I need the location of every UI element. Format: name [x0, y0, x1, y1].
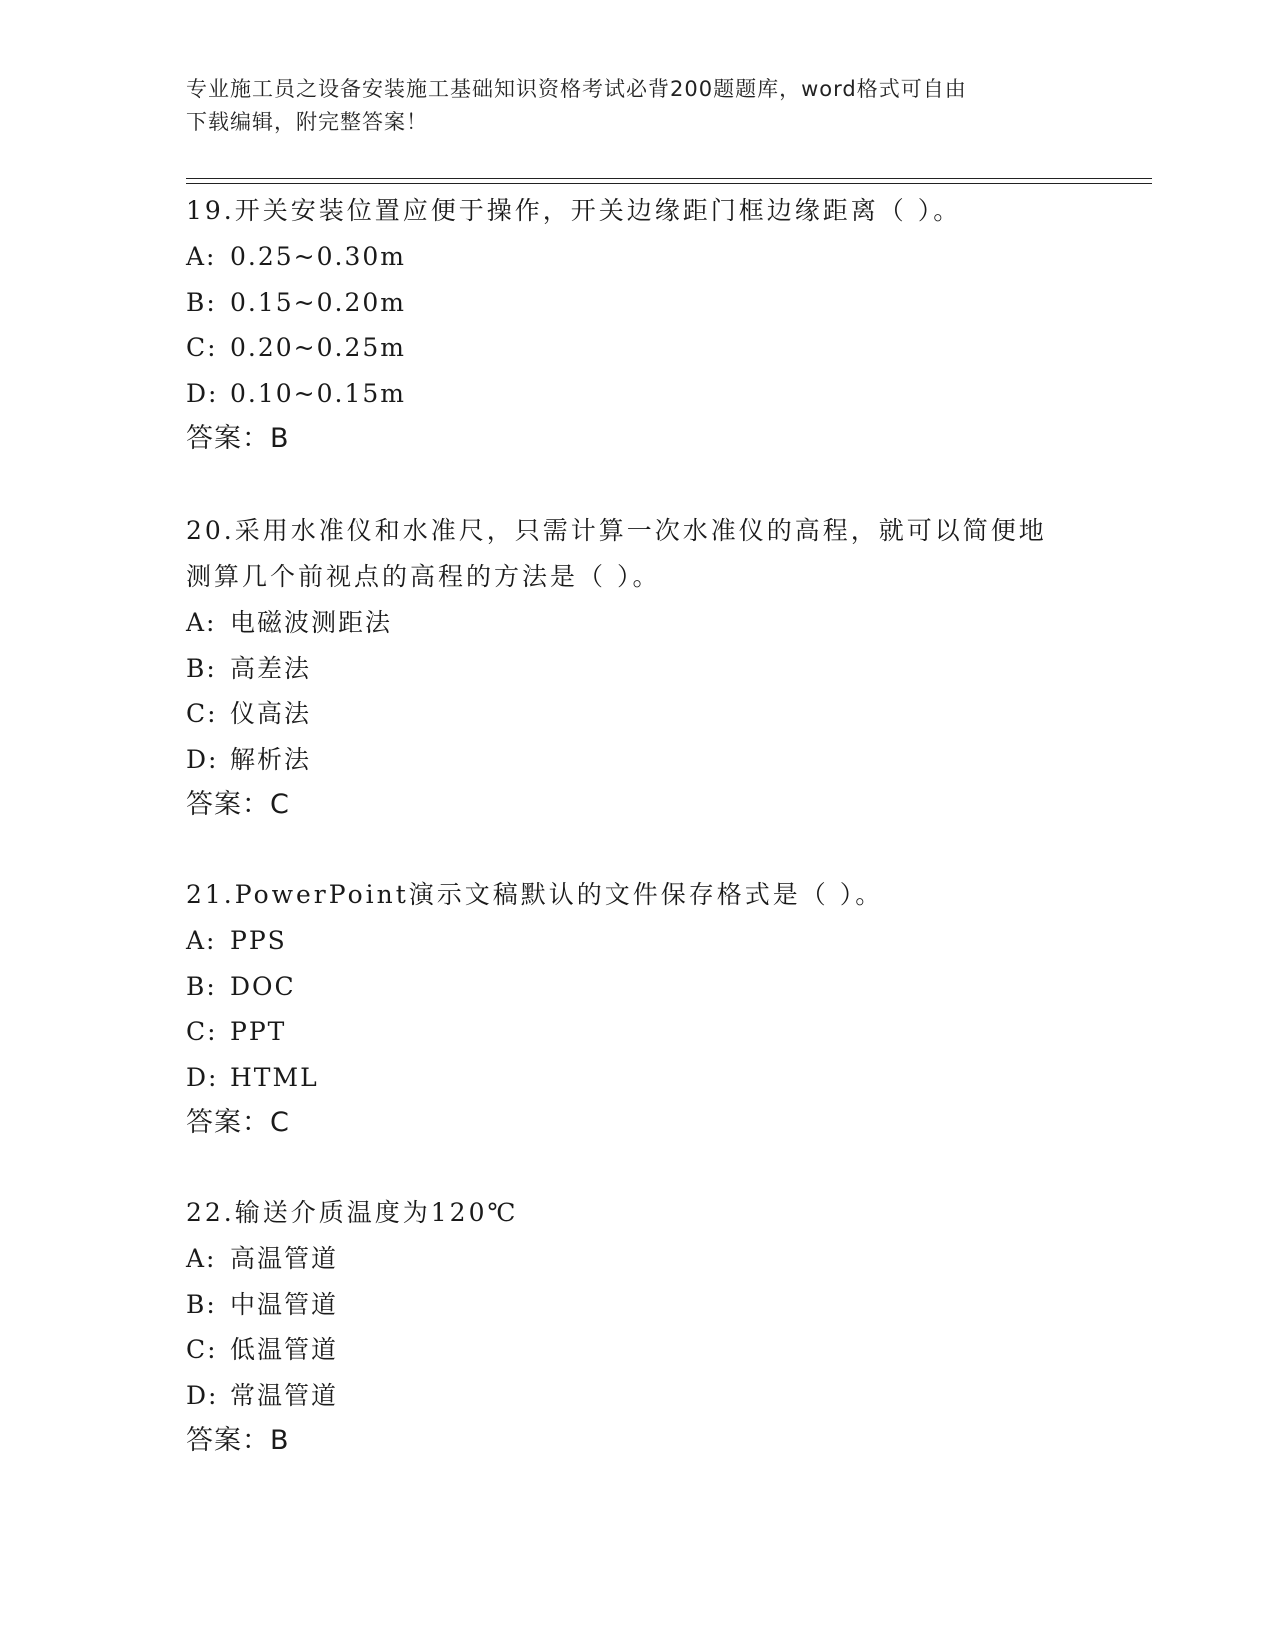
question-22 [186, 1190, 1086, 1464]
question-20 [186, 508, 1086, 828]
option-c [186, 1327, 1086, 1373]
option-a [186, 1236, 1086, 1282]
option-text: 常温管道 [230, 1380, 339, 1410]
option-letter: A: [186, 242, 217, 271]
question-text: 20.采用水准仪和水准尺，只需计算一次水准仪的高程，就可以简便地 [186, 516, 1047, 545]
document-header [186, 73, 1086, 139]
option-text: 中温管道 [230, 1289, 339, 1319]
option-letter: B: [186, 1289, 217, 1319]
option-letter: D: [186, 378, 219, 408]
option-text: 高温管道 [230, 1244, 339, 1273]
header-line-2: 下载编辑，附完整答案！ [186, 110, 428, 134]
option-b [186, 964, 1086, 1010]
header-divider-bottom [186, 183, 1152, 184]
option-d [186, 1373, 1086, 1419]
option-c [186, 325, 1086, 371]
question-text: 19.开关安装位置应便于操作，开关边缘距门框边缘距离（ ）。 [186, 196, 962, 225]
option-text: PPS [230, 926, 287, 955]
answer-line: 答案：B [186, 1425, 290, 1456]
option-text: 仪高法 [230, 699, 312, 728]
header-divider-top [186, 178, 1152, 179]
option-letter: A: [186, 608, 217, 637]
option-letter: C: [186, 1017, 218, 1046]
option-letter: D: [186, 1062, 219, 1092]
question-text: 22.输送介质温度为120℃ [186, 1198, 519, 1227]
option-text: DOC [230, 971, 296, 1001]
answer-line: 答案：C [186, 1107, 290, 1138]
option-a [186, 600, 1086, 646]
option-letter: C: [186, 699, 218, 728]
option-a [186, 234, 1086, 280]
option-letter: C: [186, 1335, 218, 1364]
option-text: PPT [230, 1017, 287, 1046]
option-text: 0.15~0.20m [230, 287, 406, 317]
option-letter: C: [186, 333, 218, 362]
option-text: 0.25~0.30m [230, 242, 406, 271]
option-d [186, 1055, 1086, 1101]
question-21 [186, 872, 1086, 1146]
option-letter: B: [186, 653, 217, 683]
option-text: 低温管道 [230, 1335, 339, 1364]
option-d [186, 737, 1086, 783]
option-c [186, 1009, 1086, 1055]
option-letter: D: [186, 1380, 219, 1410]
option-b [186, 280, 1086, 326]
question-19 [186, 188, 1086, 462]
option-c [186, 691, 1086, 737]
header-line-1: 专业施工员之设备安装施工基础知识资格考试必背200题题库，word格式可自由 [186, 77, 967, 101]
option-text: 高差法 [230, 653, 312, 683]
question-text-continued: 测算几个前视点的高程的方法是（ ）。 [186, 562, 661, 591]
option-text: HTML [230, 1062, 319, 1092]
option-letter: B: [186, 971, 217, 1001]
answer-line: 答案：C [186, 789, 290, 820]
option-text: 解析法 [230, 744, 312, 774]
option-b [186, 1282, 1086, 1328]
option-text: 0.10~0.15m [230, 378, 406, 408]
option-a [186, 918, 1086, 964]
option-text: 电磁波测距法 [230, 608, 393, 637]
option-text: 0.20~0.25m [230, 333, 406, 362]
option-letter: A: [186, 926, 217, 955]
answer-line: 答案：B [186, 423, 290, 454]
option-letter: D: [186, 744, 219, 774]
option-letter: A: [186, 1244, 217, 1273]
option-b [186, 646, 1086, 692]
option-letter: B: [186, 287, 217, 317]
option-d [186, 371, 1086, 417]
question-text: 21.PowerPoint演示文稿默认的文件保存格式是（ ）。 [186, 880, 884, 909]
